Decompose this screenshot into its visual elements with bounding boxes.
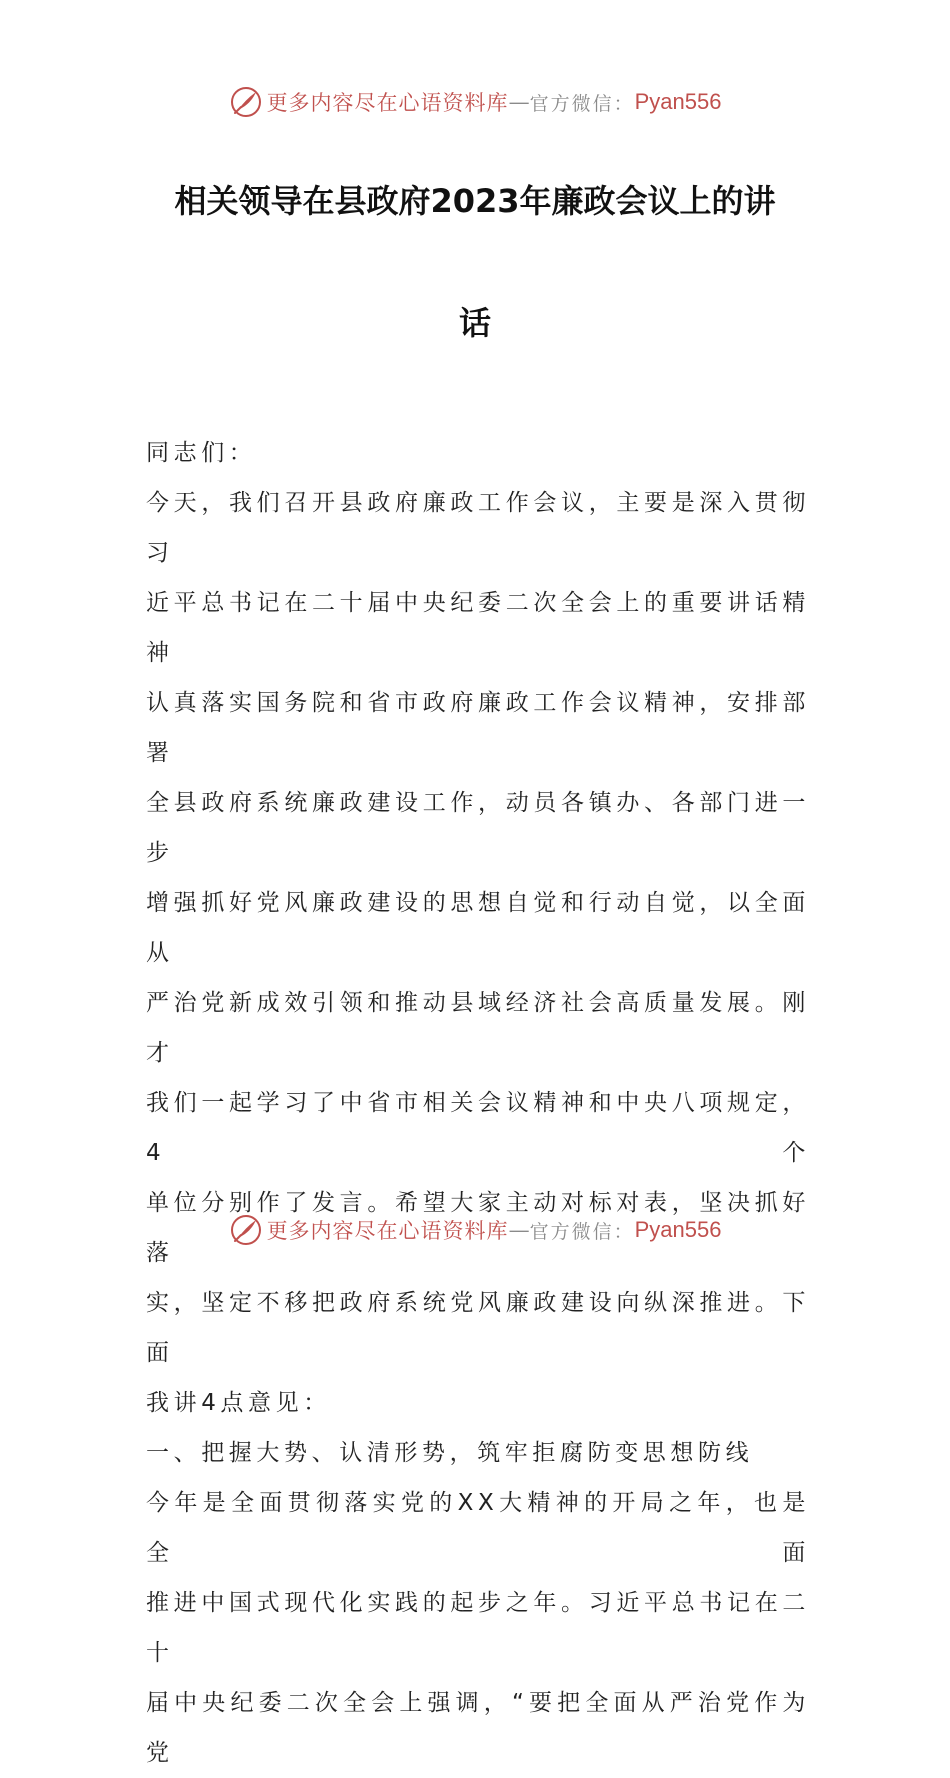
banner-official-label: 官方微信： bbox=[529, 1220, 635, 1243]
salutation: 同志们： bbox=[146, 440, 257, 466]
banner-wechat-id: Pyan556 bbox=[634, 1217, 722, 1242]
document-body bbox=[146, 428, 810, 1778]
body-line: 认真落实国务院和省市政府廉政工作会议精神，安排部署 bbox=[146, 690, 810, 766]
body-line: 全县政府系统廉政建设工作，动员各镇办、各部门进一步 bbox=[146, 790, 810, 866]
document-title-line-1: 相关领导在县政府2023年廉政会议上的讲 bbox=[174, 182, 776, 220]
footer-banner bbox=[0, 1210, 950, 1250]
body-line: 今年是全面贯彻落实党的XX大精神的开局之年，也是全面 bbox=[146, 1490, 810, 1566]
body-line: 增强抓好党风廉政建设的思想自觉和行动自觉，以全面从 bbox=[146, 890, 810, 966]
section-heading: 一、把握大势、认清形势，筑牢拒腐防变思想防线 bbox=[146, 1440, 754, 1466]
body-line: 届中央纪委二次全会上强调，“要把全面从严治党作为党 bbox=[146, 1690, 810, 1766]
body-line: 实，坚定不移把政府系统党风廉政建设向纵深推进。下面 bbox=[146, 1290, 810, 1366]
body-line: 今天，我们召开县政府廉政工作会议，主要是深入贯彻习 bbox=[146, 490, 810, 566]
banner-separator: — bbox=[508, 90, 530, 114]
body-line: 我们一起学习了中省市相关会议精神和中央八项规定，4个 bbox=[146, 1090, 810, 1166]
quill-logo-icon bbox=[229, 1213, 263, 1247]
header-banner bbox=[0, 82, 950, 122]
body-line: 单位分别作了发言。希望大家主动对标对表，坚决抓好落 bbox=[146, 1190, 810, 1266]
body-line: 近平总书记在二十届中央纪委二次全会上的重要讲话精神 bbox=[146, 590, 810, 666]
body-line: 推进中国式现代化实践的起步之年。习近平总书记在二十 bbox=[146, 1590, 810, 1666]
banner-official-label: 官方微信： bbox=[529, 92, 635, 115]
body-line: 严治党新成效引领和推动县域经济社会高质量发展。刚才 bbox=[146, 990, 810, 1066]
body-line: 我讲4点意见： bbox=[146, 1390, 331, 1416]
banner-brand-text: 更多内容尽在心语资料库 bbox=[266, 91, 509, 115]
document-title-line-2: 话 bbox=[458, 304, 491, 342]
banner-brand-text: 更多内容尽在心语资料库 bbox=[266, 1219, 509, 1243]
banner-wechat-id: Pyan556 bbox=[634, 89, 722, 114]
banner-separator: — bbox=[508, 1218, 530, 1242]
quill-logo-icon bbox=[229, 85, 263, 119]
